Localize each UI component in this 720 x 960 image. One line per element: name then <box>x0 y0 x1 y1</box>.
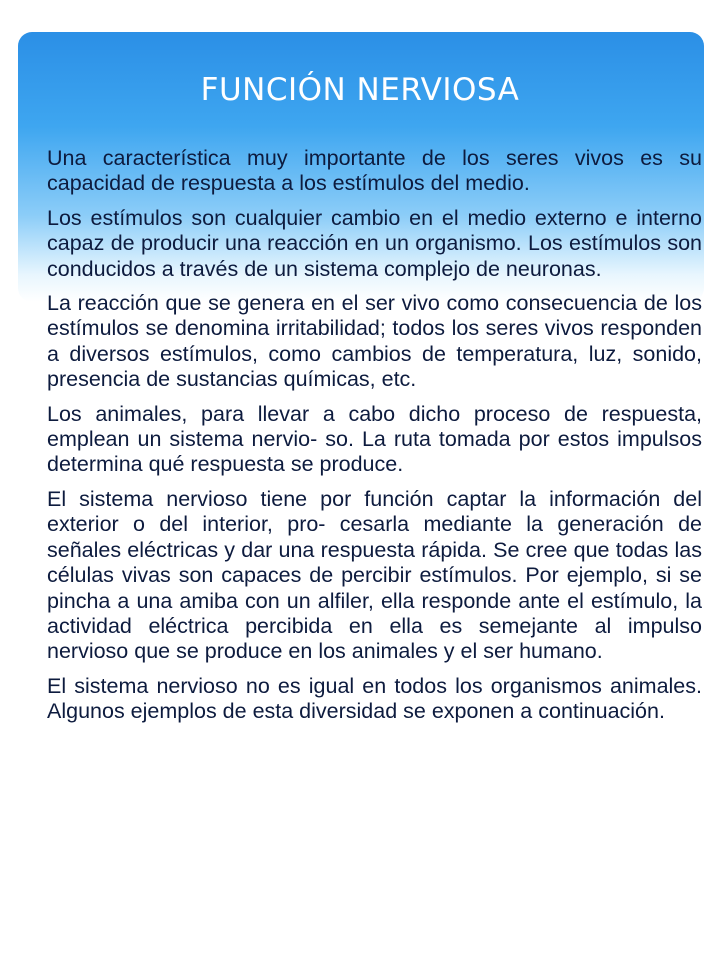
slide-title: FUNCIÓN NERVIOSA <box>200 72 520 108</box>
slide-body <box>47 146 702 734</box>
paragraph-6: El sistema nervioso no es igual en todos los organismos animales. Algunos ejemplos de esta diversidad se exponen a continuación. <box>47 673 702 724</box>
paragraph-5: El sistema nervioso tiene por función captar la información del exterior o del interior, pro- cesarla mediante la generación de señales eléctricas y dar una respuesta rápida. Se cree que todas las células vivas son capaces de percibir estímulos. Por ejemplo, si se pincha a una amiba con un alfiler, ella responde ante el estímulo, la actividad eléctrica percibida en ella es semejante al impulso nervioso que se produce en los animales y el ser humano. <box>47 486 702 664</box>
paragraph-2: Los estímulos son cualquier cambio en el medio externo e interno capaz de producir una reacción en un organismo. Los estímulos son conducidos a través de un sistema complejo de neuronas. <box>47 205 702 281</box>
paragraph-4: Los animales, para llevar a cabo dicho proceso de respuesta, emplean un sistema nervio- so. La ruta tomada por estos impulsos determina qué respuesta se produce. <box>47 401 702 477</box>
paragraph-1: Una característica muy importante de los seres vivos es su capacidad de respuesta a los estímulos del medio. <box>47 146 702 196</box>
paragraph-3: La reacción que se genera en el ser vivo como consecuencia de los estímulos se denomina irritabilidad; todos los seres vivos responden a diversos estímulos, como cambios de temperatura, luz, sonido, presencia de sustancias químicas, etc. <box>47 291 702 392</box>
